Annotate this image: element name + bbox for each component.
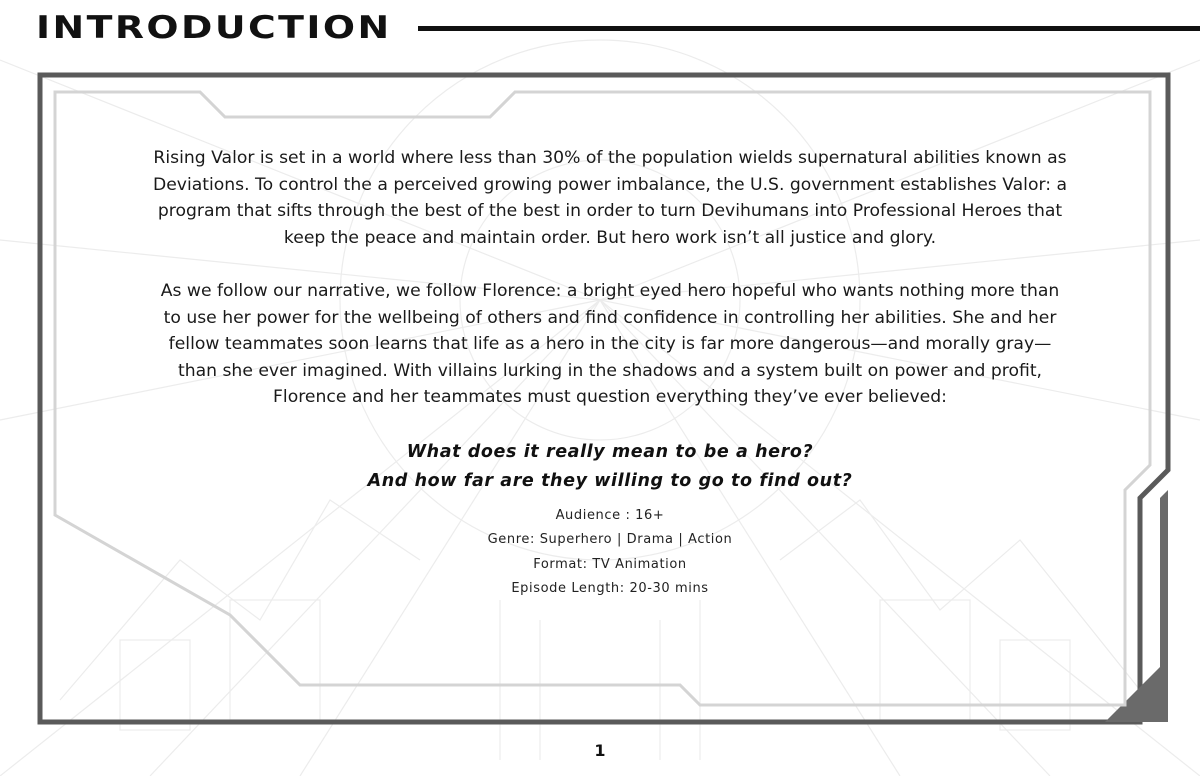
frame-corner-accent: [1105, 490, 1168, 722]
genre-detail: Genre: Superhero | Drama | Action: [487, 532, 733, 547]
key-question-1: What does it really mean to be a hero?: [406, 441, 814, 462]
synopsis-paragraph-1: Rising Valor is set in a world where less than 30% of the population wields supernatural abilities known as Deviations. To control the a perceived growing power imbalance, the U.S. government establishes Valor: a program that sifts through the best of the best in order to turn Devihumans into Professional Heroes that keep the peace and maintain order. But hero work isn’t all justice and glory.: [152, 148, 1068, 248]
format-detail: Format: TV Animation: [533, 556, 687, 572]
audience-detail: Audience : 16+: [555, 507, 665, 523]
key-questions: [150, 438, 1070, 496]
page-title: INTRODUCTION: [36, 10, 392, 46]
show-details: [150, 504, 1070, 602]
synopsis-paragraph-2: As we follow our narrative, we follow Florence: a bright eyed hero hopeful who wants nothing more than to use her power for the wellbeing of others and find confidence in controlling her abilities. She and her fellow teammates soon learns that life as a hero in the city is far more dangerous—and morally gray—than she ever imagined. With villains lurking in the shadows and a system built on power and profit, Florence and her teammates must question everything they’ve ever believed:: [160, 281, 1060, 407]
episode-length-detail: Episode Length: 20-30 mins: [511, 581, 709, 596]
introduction-body: [150, 145, 1070, 602]
key-question-2: And how far are they willing to go to find out?: [367, 470, 853, 491]
page-number: 1: [594, 741, 606, 760]
